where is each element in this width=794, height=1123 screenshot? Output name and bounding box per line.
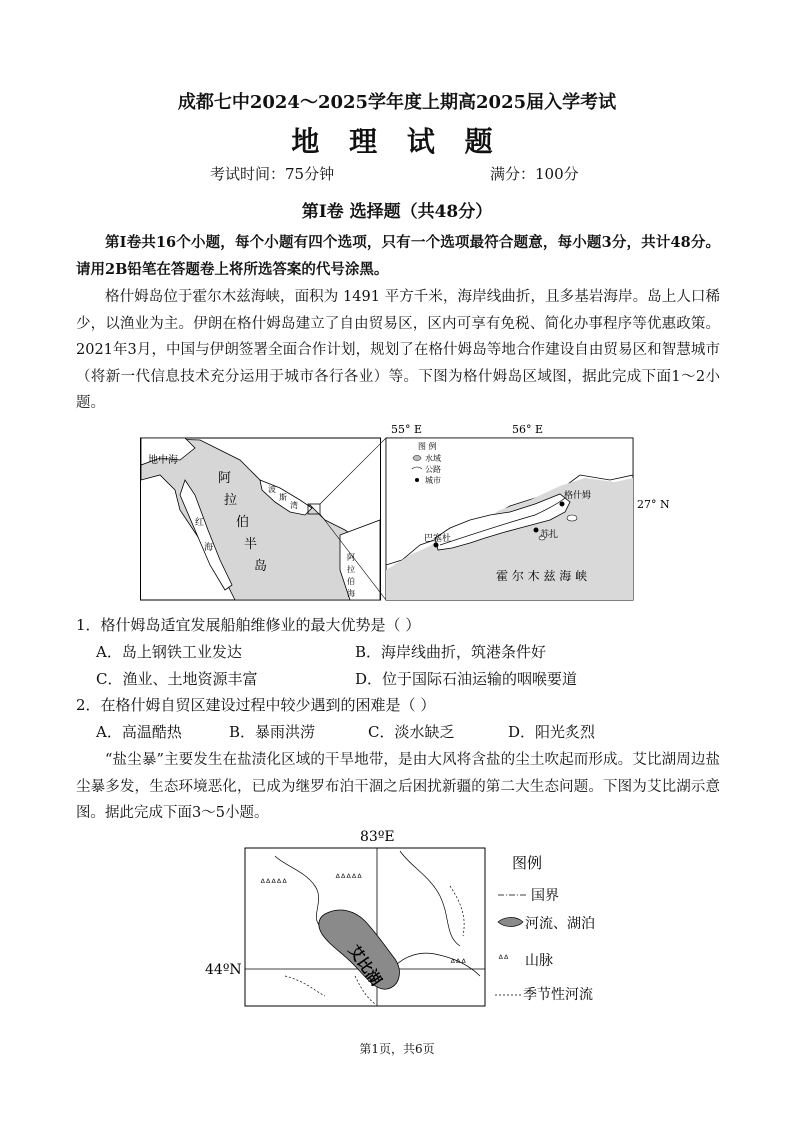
exam-title: 成都七中2024～2025学年度上期高2025届入学考试 xyxy=(177,92,617,113)
label-aibi-lake: 艾比湖 xyxy=(344,941,386,989)
qeshm-map-svg xyxy=(140,420,670,605)
q1-option-a[interactable]: A．岛上钢铁工业发达 xyxy=(96,643,242,661)
legend-road: 公路 xyxy=(425,465,441,474)
q1-option-b[interactable]: B．海岸线曲折，筑港条件好 xyxy=(355,643,547,661)
label-city-basaidu: 巴塞杜 xyxy=(424,534,452,544)
legend-title: 图 例 xyxy=(418,442,437,451)
passage-1: 格什姆岛位于霍尔木兹海峡，面积为 1491 平方千米，海岸线曲折，且多基岩海岸。岛上人口稀少，以渔业为主。伊朗在格什姆岛建立了自由贸易区，区内可享有免税、简化办事程序等优惠政策。2021年3月，中国与伊朗签署全面合作计划，规划了在格什姆岛等地合作建设自由贸易区和智慧城市（将新一代信息技术充分运用于城市各行各业）等。下图为格什姆岛区域图，据此完成下面1～2小题。 xyxy=(76,289,720,411)
q1-option-d[interactable]: D．位于国际石油运输的咽喉要道 xyxy=(355,670,578,688)
city-suza-dot xyxy=(534,528,539,533)
exam-time: 考试时间：75分钟 xyxy=(210,165,335,183)
section-title: 第Ⅰ卷 选择题（共48分） xyxy=(301,202,493,222)
legend-city-icon xyxy=(415,478,419,482)
label-city-suza: 苏扎 xyxy=(540,530,559,540)
q2-option-a[interactable]: A．高温酷热 xyxy=(96,723,182,741)
label-city-qeshm: 格什姆 xyxy=(564,491,592,501)
qeshm-map xyxy=(140,420,670,605)
label-arabia-1: 阿 xyxy=(218,471,232,486)
mountain-1: ᐞᐞᐞᐞᐞ xyxy=(260,878,288,889)
q2-option-b[interactable]: B．暴雨洪涝 xyxy=(229,723,316,741)
legend-river: 河流、湖泊 xyxy=(525,916,595,932)
mountain-3: ᐞᐞᐞ xyxy=(450,958,467,969)
question-1-stem: 1．格什姆岛适宜发展船舶维修业的最大优势是（ ） xyxy=(76,616,421,634)
legend-water: 水域 xyxy=(425,454,441,463)
label-gulf-1: 波 xyxy=(268,485,276,494)
legend-mountain-icon: ᐞᐞ xyxy=(498,954,509,965)
label-gulf-2: 斯 xyxy=(279,493,287,502)
label-arabia-5: 岛 xyxy=(254,559,268,574)
label-lon-83: 83ºE xyxy=(360,829,395,845)
label-arabia-3: 伯 xyxy=(236,515,250,530)
aibi-lake-map xyxy=(205,826,625,1011)
section-instruction: 第Ⅰ卷共16个小题，每个小题有四个选项，只有一个选项最符合题意，每小题3分，共计48分。请用2B铅笔在答题卷上将所选答案的代号涂黑。 xyxy=(76,234,720,278)
label-red-sea-1: 红 xyxy=(195,518,205,528)
label-lat-27: 27° N xyxy=(637,498,670,511)
legend-water-icon xyxy=(413,456,421,461)
label-arabia-4: 半 xyxy=(244,537,258,552)
label-strait: 霍 尔 木 兹 海 峡 xyxy=(496,569,588,583)
aibi-lake-svg xyxy=(205,826,625,1011)
label-arabian-sea-2: 拉 xyxy=(347,565,355,574)
label-gulf-3: 湾 xyxy=(290,501,298,510)
exam-score: 满分：100分 xyxy=(490,165,579,183)
subject-title: 地 理 试 题 xyxy=(291,125,503,158)
passage-2: “盐尘暴”主要发生在盐渍化区域的干旱地带，是由大风将含盐的尘土吹起而形成。艾比湖周边盐尘暴多发，生态环境恶化，已成为继罗布泊干涸之后困扰新疆的第二大生态问题。下图为艾比湖示意图。据此完成下面3～5小题。 xyxy=(76,752,720,821)
label-mediterranean: 地中海 xyxy=(148,455,178,466)
label-arabian-sea-3: 伯 xyxy=(347,577,355,586)
label-arabia-2: 拉 xyxy=(224,493,238,508)
label-lat-44: 44ºN xyxy=(205,962,242,978)
q1-option-c[interactable]: C．渔业、土地资源丰富 xyxy=(96,670,258,688)
legend-mountain: 山脉 xyxy=(525,953,553,969)
label-arabian-sea-1: 阿 xyxy=(347,553,355,562)
label-red-sea-2: 海 xyxy=(204,543,214,553)
lake-legend-title: 图例 xyxy=(512,854,543,872)
mountain-2: ᐞᐞᐞᐞᐞ xyxy=(335,873,363,884)
city-qeshm-dot xyxy=(560,502,565,507)
legend-city: 城市 xyxy=(425,476,441,485)
legend-border: 国界 xyxy=(531,888,559,904)
label-lon-55: 55° E xyxy=(391,423,423,436)
page-footer: 第1页，共6页 xyxy=(359,1042,435,1056)
legend-lake-icon xyxy=(498,918,523,927)
label-lon-56: 56° E xyxy=(512,423,544,436)
small-island-1 xyxy=(567,515,577,521)
question-2-stem: 2．在格什姆自贸区建设过程中较少遇到的困难是（ ） xyxy=(76,696,436,714)
q2-option-d[interactable]: D．阳光炙烈 xyxy=(508,723,596,741)
label-arabian-sea-4: 海 xyxy=(347,589,355,598)
q2-option-c[interactable]: C．淡水缺乏 xyxy=(368,723,455,741)
legend-seasonal: 季节性河流 xyxy=(523,987,593,1003)
